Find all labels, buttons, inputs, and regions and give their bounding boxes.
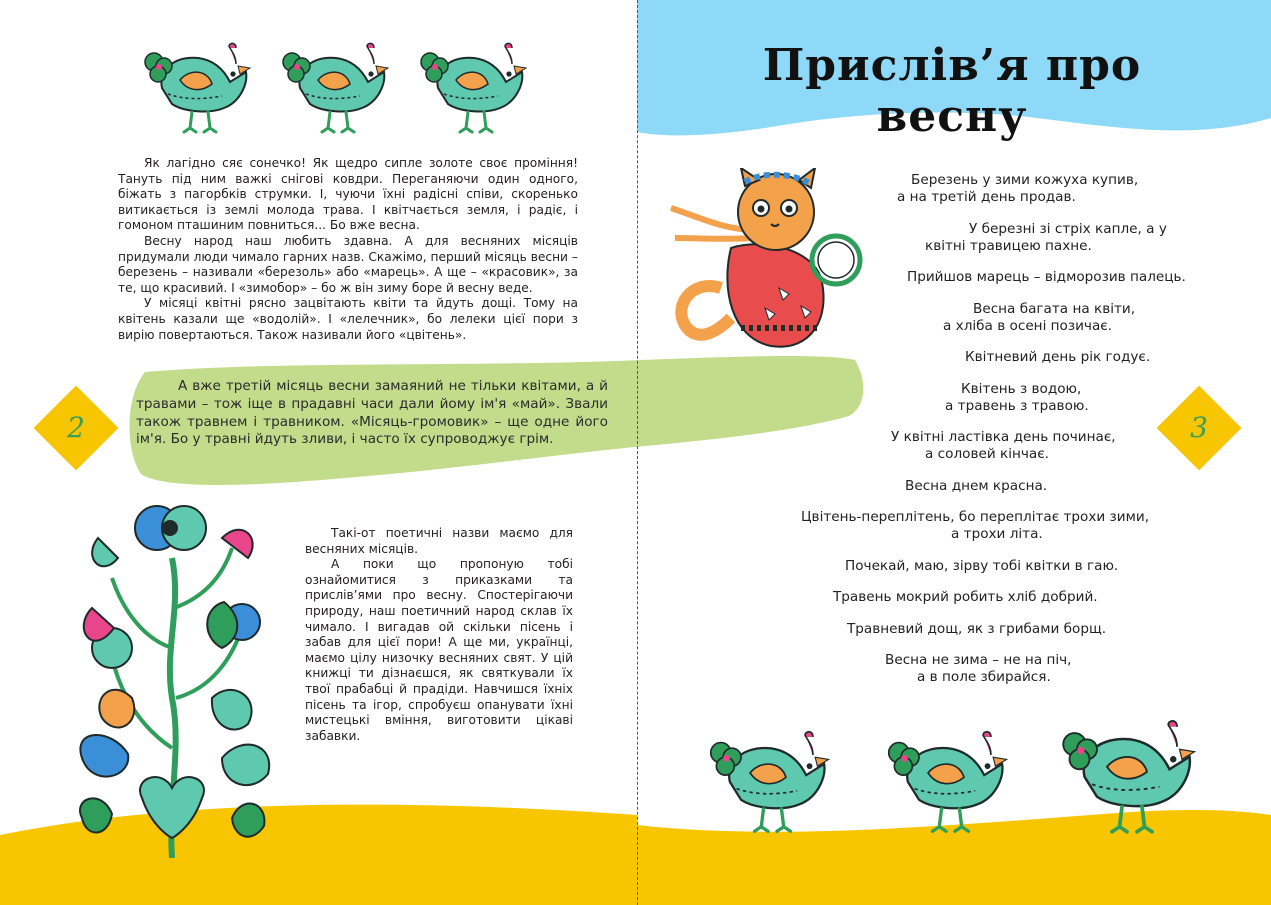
- proverb: [747, 301, 1187, 335]
- proverb-line: а хліба в осені позичає.: [943, 317, 1113, 334]
- intro-paragraph: Весну народ наш любить здавна. А для весняних місяців придумали люди чимало гарних назв. Скажімо, перший місяць весни – березень – називали «березоль» або «марець». А ще – «красовик», за те, що красивий. І «зимобор» – бо ж він зиму боре й весну веде.: [118, 233, 578, 295]
- page-number-badge: [34, 386, 118, 470]
- proverb-line: Весна не зима – не на піч,: [885, 652, 1072, 668]
- proverb-line: Травень мокрий робить хліб добрий.: [833, 589, 1098, 605]
- proverb-line: Весна днем красна.: [905, 477, 1048, 494]
- proverb-line: Квітневий день рік годує.: [965, 349, 1151, 365]
- proverb-line: Березень у зими кожуха купив,: [911, 172, 1139, 188]
- proverb: [747, 172, 1187, 206]
- page-number: 3: [1190, 411, 1208, 444]
- side-paragraph: Такі-от поетичні назви маємо для весняних місяців.: [305, 526, 573, 556]
- bird-icon: [883, 728, 1009, 838]
- proverb-line: а трохи літа.: [951, 526, 1043, 542]
- proverb-line: а соловей кінчає.: [925, 446, 1049, 462]
- proverb-line: а в поле збирайся.: [917, 669, 1051, 685]
- intro-text: [118, 156, 578, 343]
- side-paragraph: А поки що пропоную тобі ознайомитися з приказками та прислів’ями про весну. Спостерігаючи природу, наш поетичний народ склав їх чимало. І вигадав ой скільки пісень і забав для цієї пори! А ще ми, українці, маємо цілу низочку весняних свят. У цій книжці ти дізнаєшся, як святкували їх твої прабабці й прадіди. Навчишся їхніх пісень та ігор, спробуєш опанувати їхні мистецькі вміння, виготовити цікаві забавки.: [305, 557, 573, 743]
- proverb-line: Травневий дощ, як з грибами борщ.: [847, 620, 1107, 637]
- proverb-line: Весна багата на квіти,: [973, 300, 1136, 317]
- proverb-line: У березні зі стріх капле, а у: [969, 220, 1167, 237]
- bird-icon: [705, 728, 831, 838]
- intro-paragraph: У місяці квітні рясно зацвітають квіти та йдуть дощі. Тому на квітень казали ще «водолій». І «лелечник», бо лелеки цієї пори з вирію повертаються. Також називали його «цвітень».: [118, 296, 578, 342]
- bird-icon: [1057, 716, 1197, 840]
- proverb: [747, 621, 1187, 638]
- bird-icon: [278, 40, 390, 138]
- bird-icon: [416, 40, 528, 138]
- proverb: [747, 221, 1187, 255]
- proverb-line: Почекай, маю, зірву тобі квітки в гаю.: [845, 557, 1119, 574]
- page-fold: [637, 0, 638, 905]
- proverb: [747, 509, 1187, 543]
- proverb: [747, 269, 1187, 286]
- page-title: Прислів’я про весну: [762, 40, 1142, 142]
- bird-icon: [140, 40, 252, 138]
- proverb: [747, 652, 1187, 686]
- proverb-line: а на третій день продав.: [897, 189, 1076, 205]
- page-number: 2: [67, 411, 85, 444]
- intro-paragraph: Як лагідно сяє сонечко! Як щедро сипле золоте своє проміння! Тануть під ним важкі снігові ковдри. Переганяючи один одного, біжать з пагорбків струмки. І, чуючи їхні радісні співи, скоренько витикається із землі молода трава. І квітчається земля, і радіє, і гомоном пташиним повниться... Бо вже весна.: [118, 156, 578, 233]
- proverb-line: Квітень з водою,: [961, 380, 1082, 397]
- proverb-line: Цвітень-переплітень, бо переплітає трохи зими,: [801, 509, 1150, 525]
- proverb-line: У квітні ластівка день починає,: [891, 429, 1116, 445]
- proverb: [747, 589, 1187, 606]
- side-text: [305, 526, 573, 744]
- proverb-line: Прийшов марець – відморозив палець.: [907, 269, 1186, 285]
- proverb-line: квітні травицею пахне.: [925, 237, 1092, 254]
- proverb: [747, 558, 1187, 575]
- page-number-badge: [1157, 386, 1241, 470]
- flower-tree-icon: [72, 498, 282, 868]
- callout-text: [136, 378, 608, 449]
- callout-paragraph: А вже третій місяць весни замаяний не тільки квітами, а й травами – тож іще в прадавні часи дали йому ім'я «май». Звали також травнем і травником. «Місяць-громовик» – ще одне його ім'я. Бо у травні йдуть зливи, і часто їх супроводжує грім.: [136, 378, 608, 448]
- proverb-line: а травень з травою.: [945, 397, 1089, 414]
